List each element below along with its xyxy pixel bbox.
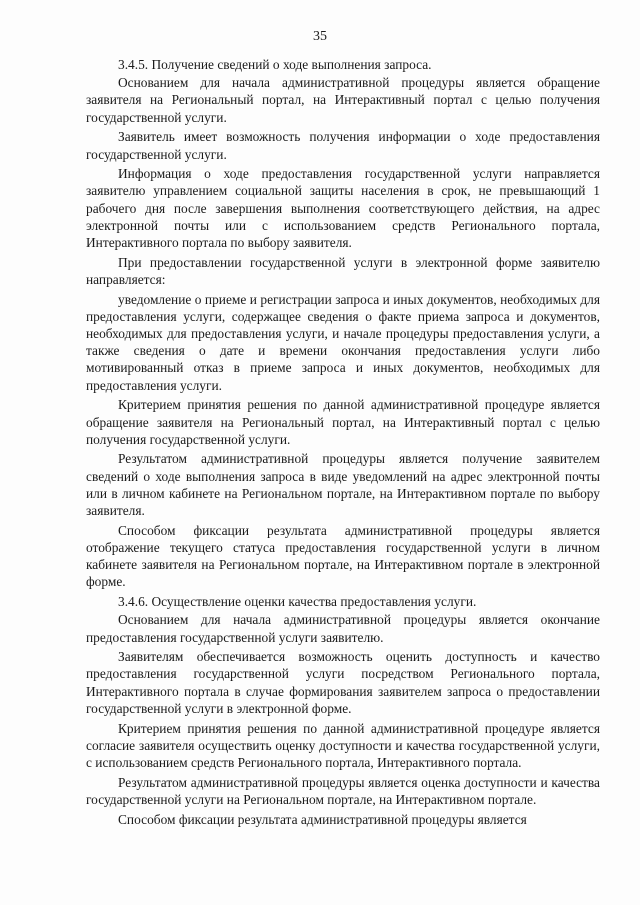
section-heading-3-4-6: 3.4.6. Осуществление оценки качества предоставления услуги. [118,594,477,610]
paragraph: Результатом административной процедуры является оценка доступности и качества государственной услуги на Региональном портале, на Интерактивном портале. [86,774,600,807]
paragraph: Основанием для начала административной процедуры является обращение заявителя на Региональный портал, на Интерактивный портал с целью получения государственной услуги. [86,75,600,125]
paragraph: Критерием принятия решения по данной административной процедуре является согласие заявителя осуществить оценку доступности и качества государственной услуги, с использованием средств Регионального портала, Интерактивного портала. [86,720,600,770]
paragraph: Способом фиксации результата административной процедуры является отображение текущего статуса предоставления государственной услуги в личном кабинете заявителя на Региональном портале, на Интерактивном портале в электронной форме. [86,522,600,590]
page-number: 35 [313,29,327,44]
paragraph: Способом фиксации результата административной процедуры является [118,811,527,827]
document-body [86,56,600,830]
paragraph: Критерием принятия решения по данной административной процедуре является обращение заявителя на Региональный портал, на Интерактивный портал с целью получения государственной услуги. [86,397,600,447]
paragraph: Результатом административной процедуры является получение заявителем сведений о ходе выполнения запроса в виде уведомлений на адрес электронной почты или в личном кабинете на Региональном портале, на Интерактивном портале по выбору заявителя. [86,451,600,519]
paragraph: Заявителям обеспечивается возможность оценить доступность и качество предоставления государственной услуги посредством Регионального портала, Интерактивного портала в случае формирования заявителем запроса о предоставлении государственной услуги в электронной форме. [86,649,600,716]
paragraph: уведомление о приеме и регистрации запроса и иных документов, необходимых для предоставления услуги, содержащее сведения о факте приема запроса и документов, необходимых для предоставления услуги, и начале процедуры предоставления услуги, а также сведения о дате и времени окончания предоставления услуги либо мотивированный отказ в приеме запроса и иных документов, необходимых для предоставления услуги. [86,291,600,393]
paragraph: Заявитель имеет возможность получения информации о ходе предоставления государственной услуги. [86,129,600,162]
paragraph: Информация о ходе предоставления государственной услуги направляется заявителю управлением социальной защиты населения в срок, не превышающий 1 рабочего дня после завершения выполнения соответствующего действия, на адрес электронной почты или с использованием средств Регионального портала, Интерактивного портала по выбору заявителя. [86,166,600,251]
section-heading-3-4-5: 3.4.5. Получение сведений о ходе выполнения запроса. [118,57,432,72]
paragraph: Основанием для начала административной процедуры является окончание предоставления государственной услуги заявителю. [86,612,600,645]
paragraph: При предоставлении государственной услуги в электронной форме заявителю направляется: [86,254,600,287]
